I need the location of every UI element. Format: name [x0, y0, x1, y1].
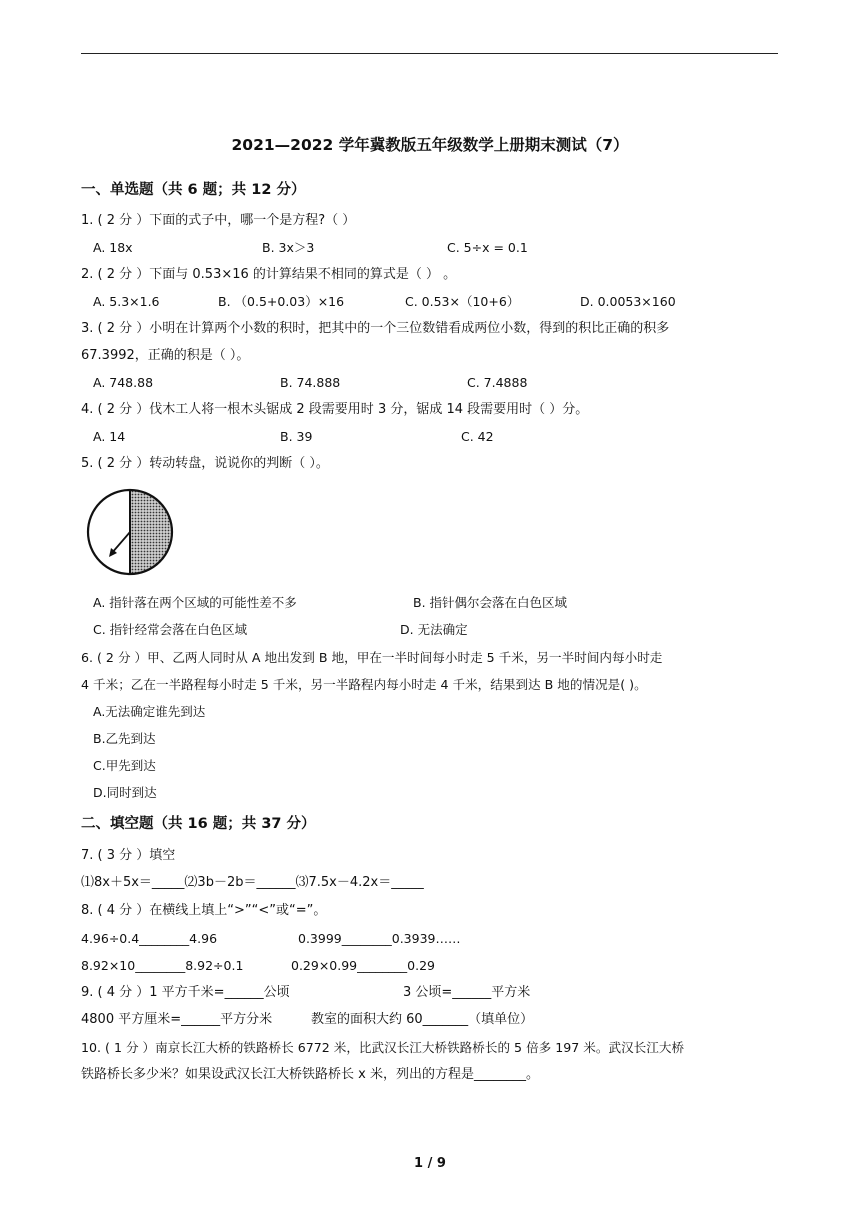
question-2-option-a: A. 5.3×1.6 — [93, 294, 160, 309]
question-9-blank-3: 4800 平方厘米=______平方分米 — [81, 1012, 273, 1027]
question-4-option-a: A. 14 — [93, 429, 126, 444]
question-3-option-b: B. 74.888 — [280, 375, 341, 390]
question-5-option-d: D. 无法确定 — [400, 622, 468, 637]
question-8-blank-4: 0.29×0.99________0.29 — [291, 958, 435, 973]
question-6-stem-line-2: 4 千米；乙在一半路程每小时走 5 千米，另一半路程内每小时走 4 千米，结果到达 B 地的情况是( )。 — [81, 677, 647, 692]
spinner-shaded-region — [130, 490, 172, 574]
question-3-stem-line-2: 67.3992，正确的积是（ ）。 — [81, 348, 250, 363]
section-heading-single-choice: 一、单选题（共 6 题；共 12 分） — [81, 182, 306, 198]
question-8-stem: 8. ( 4 分 ）在横线上填上“>”“<”或“=”。 — [81, 903, 327, 918]
question-1-stem: 1. ( 2 分 ）下面的式子中，哪一个是方程?（ ） — [81, 213, 356, 228]
question-5-stem: 5. ( 2 分 ）转动转盘，说说你的判断（ ）。 — [81, 456, 329, 471]
section-heading-fill-in: 二、填空题（共 16 题；共 37 分） — [81, 816, 316, 832]
question-9-blank-1: 9. ( 4 分 ）1 平方千米=______公顷 — [81, 985, 290, 1000]
question-7-blanks: ⑴8x＋5x＝_____⑵3b－2b＝______⑶7.5x－4.2x＝_____ — [81, 875, 424, 890]
question-3-option-a: A. 748.88 — [93, 375, 154, 390]
question-5-option-b: B. 指针偶尔会落在白色区域 — [413, 595, 568, 610]
spinner-wheel-figure — [86, 487, 176, 577]
question-4-option-c: C. 42 — [461, 429, 494, 444]
question-2-option-c: C. 0.53×（10+6） — [405, 294, 520, 309]
question-5-option-a: A. 指针落在两个区域的可能性差不多 — [93, 595, 297, 610]
question-6-stem-line-1: 6. ( 2 分 ）甲、乙两人同时从 A 地出发到 B 地，甲在一半时间每小时走 5 千米，另一半时间内每小时走 — [81, 650, 663, 665]
question-1-option-c: C. 5÷x = 0.1 — [447, 240, 528, 255]
question-2-stem: 2. ( 2 分 ）下面与 0.53×16 的计算结果不相同的算式是（ ） 。 — [81, 267, 457, 282]
question-3-option-c: C. 7.4888 — [467, 375, 528, 390]
question-9-blank-4: 教室的面积大约 60_______（填单位） — [311, 1012, 534, 1027]
page-number: 1 / 9 — [414, 1156, 446, 1171]
question-8-blank-1: 4.96÷0.4________4.96 — [81, 931, 218, 946]
question-10-stem-line-2: 铁路桥长多少米？如果设武汉长江大桥铁路桥长 x 米，列出的方程是________。 — [81, 1067, 539, 1082]
question-6-option-b: B.乙先到达 — [93, 731, 156, 746]
question-4-stem: 4. ( 2 分 ）伐木工人将一根木头锯成 2 段需要用时 3 分，锯成 14 段需要用时（ ）分。 — [81, 402, 589, 417]
question-8-blank-2: 0.3999________0.3939…… — [298, 931, 461, 946]
question-2-option-d: D. 0.0053×160 — [580, 294, 676, 309]
question-6-option-d: D.同时到达 — [93, 785, 157, 800]
page-title: 2021—2022 学年冀教版五年级数学上册期末测试（7） — [231, 136, 629, 154]
question-9-blank-2: 3 公顷=______平方米 — [403, 985, 531, 1000]
question-6-option-c: C.甲先到达 — [93, 758, 156, 773]
question-4-option-b: B. 39 — [280, 429, 313, 444]
question-6-option-a: A.无法确定谁先到达 — [93, 704, 206, 719]
question-7-stem: 7. ( 3 分 ）填空 — [81, 848, 176, 863]
question-1-option-a: A. 18x — [93, 240, 133, 255]
question-2-option-b: B. （0.5+0.03）×16 — [218, 294, 345, 309]
header-rule — [81, 53, 778, 54]
question-5-option-c: C. 指针经常会落在白色区域 — [93, 622, 248, 637]
question-1-option-b: B. 3x＞3 — [262, 240, 315, 255]
question-10-stem-line-1: 10. ( 1 分 ）南京长江大桥的铁路桥长 6772 米，比武汉长江大桥铁路桥长的 5 倍多 197 米。武汉长江大桥 — [81, 1040, 685, 1055]
question-8-blank-3: 8.92×10________8.92÷0.1 — [81, 958, 244, 973]
question-3-stem-line-1: 3. ( 2 分 ）小明在计算两个小数的积时，把其中的一个三位数错看成两位小数，得到的积比正确的积多 — [81, 321, 670, 336]
